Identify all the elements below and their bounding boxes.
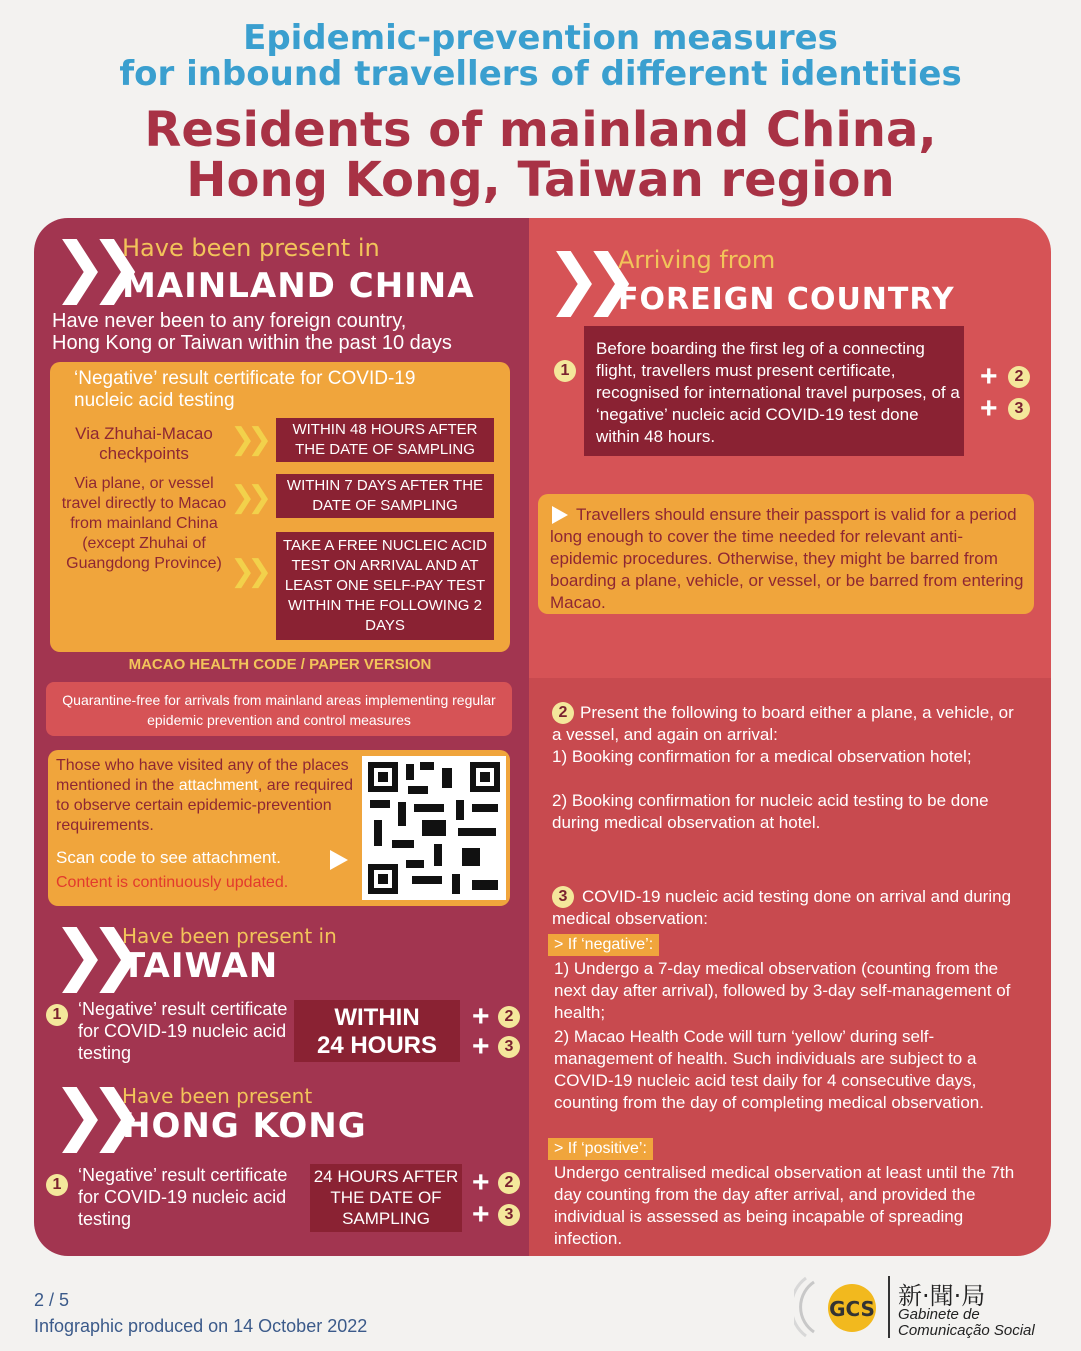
hongkong-cert: ‘Negative’ result certificate for COVID-19 nucleic acid testing xyxy=(78,1165,288,1229)
foreign-step1-text: Before boarding the first leg of a connecting flight, travellers must present certificate, recognised for international travel purposes, of a ‘negative’ nucleic acid COVID-19 test done within 48 hours. xyxy=(596,339,960,446)
positive-text: Undergo centralised medical observation at least until the 7th day counting from the day after arrival, and provided the individual is assessed as being incapable of spreading infection. xyxy=(554,1163,1015,1248)
hongkong-pre: Have been present xyxy=(122,1084,313,1108)
plus-icon: + xyxy=(980,360,998,393)
quarantine-free-text: Quarantine-free for arrivals from mainland areas implementing regular epidemic prevention and control measures xyxy=(62,692,496,728)
foreign-plus-step2: 2 xyxy=(1008,366,1030,388)
route1-label: Via Zhuhai-Macao checkpoints xyxy=(75,424,213,463)
chevron-double-icon: ❯❯ xyxy=(230,480,265,515)
foreign-step2-intro: Present the following to board either a plane, a vehicle, or a vessel, and again on arrival: xyxy=(552,703,1014,744)
taiwan-title: TAIWAN xyxy=(122,946,279,986)
taiwan-req-line1: WITHIN xyxy=(334,1004,420,1031)
foreign-pre: Arriving from xyxy=(618,246,776,274)
header-subtitle-line1: Residents of mainland China, xyxy=(144,102,937,158)
plus-icon: + xyxy=(980,392,998,425)
hongkong-step-number: 1 xyxy=(46,1174,68,1196)
chevron-double-icon: ❯❯ xyxy=(52,1076,127,1153)
plus-icon: + xyxy=(472,1000,490,1033)
header-subtitle-line2: Hong Kong, Taiwan region xyxy=(186,152,895,208)
mainland-cert-line2: nucleic acid testing xyxy=(74,390,235,411)
negative-tag: > If ‘negative’: xyxy=(548,934,659,956)
updated-text: Content is continuously updated. xyxy=(56,874,289,891)
attachment-text-post: , are required to observe certain epidemic-prevention requirements. xyxy=(56,777,354,834)
health-code-label: MACAO HEALTH CODE / PAPER VERSION xyxy=(128,656,432,673)
positive-tag: > If ‘positive’: xyxy=(548,1138,653,1160)
chevron-double-icon: ❯❯ xyxy=(52,228,127,305)
play-triangle-icon xyxy=(330,850,348,870)
plus-icon: + xyxy=(472,1198,490,1231)
foreign-step2-item2: 2) Booking confirmation for nucleic acid testing to be done during medical observation at hotel. xyxy=(552,791,989,832)
foreign-title: FOREIGN COUNTRY xyxy=(618,282,955,317)
route2-requirement: WITHIN 7 DAYS AFTER THE DATE OF SAMPLING xyxy=(276,474,494,518)
route3-requirement: TAKE A FREE NUCLEIC ACID TEST ON ARRIVAL AND AT LEAST ONE SELF-PAY TEST WITHIN THE FOLLOWING 2 DAYS xyxy=(276,532,494,640)
header-title-line2: for inbound travellers of different identities xyxy=(119,54,962,94)
attachment-text-pre: Those who have visited any of the places mentioned in the xyxy=(56,757,349,794)
chevron-double-icon: ❯❯ xyxy=(52,916,127,993)
gcs-logo-icon xyxy=(794,1272,886,1342)
negative-item2: 2) Macao Health Code will turn ‘yellow’ during self-management of health. Such individuals are subject to a COVID-19 nucleic acid test daily for 4 consecutive days, counting from the day of completing medical observation. xyxy=(554,1027,984,1112)
hongkong-requirement: 24 HOURS AFTER THE DATE OF SAMPLING xyxy=(310,1164,462,1232)
hongkong-plus-step2: 2 xyxy=(498,1172,520,1194)
route2-label: Via plane, or vessel travel directly to Macao from mainland China (except Zhuhai of Guangdong Province) xyxy=(61,475,227,572)
taiwan-plus-step3: 3 xyxy=(498,1036,520,1058)
mainland-title: MAINLAND CHINA xyxy=(122,266,475,306)
hongkong-title: HONG KONG xyxy=(122,1106,367,1146)
org-name-line2: Comunicação Social xyxy=(898,1322,1035,1339)
foreign-step3-intro: COVID-19 nucleic acid testing done on arrival and during medical observation: xyxy=(552,887,1012,928)
attachment-link[interactable]: attachment xyxy=(178,777,258,794)
foreign-plus-step3: 3 xyxy=(1008,398,1030,420)
qr-code-icon[interactable] xyxy=(362,756,506,900)
chevron-double-icon: ❯❯ xyxy=(230,554,265,589)
taiwan-pre: Have been present in xyxy=(122,924,337,948)
foreign-step1-number: 1 xyxy=(554,360,576,382)
mainland-desc-line1: Have never been to any foreign country, xyxy=(52,310,407,332)
header-title-line1: Epidemic-prevention measures xyxy=(243,18,838,58)
logo-divider xyxy=(888,1276,890,1338)
chevron-double-icon: ❯❯ xyxy=(230,422,265,457)
taiwan-req-line2: 24 HOURS xyxy=(316,1032,438,1059)
taiwan-cert: ‘Negative’ result certificate for COVID-19 nucleic acid testing xyxy=(78,999,288,1063)
plus-icon: + xyxy=(472,1030,490,1063)
org-chinese-name: 新·聞·局 xyxy=(898,1282,986,1310)
negative-item1: 1) Undergo a 7-day medical observation (counting from the next day after arrival), followed by 3-day self-management of health; xyxy=(554,959,1011,1022)
foreign-step2-item1: 1) Booking confirmation for a medical observation hotel; xyxy=(552,747,972,766)
gcs-logo-text: GCS xyxy=(829,1297,875,1321)
org-name-line1: Gabinete de xyxy=(898,1306,980,1323)
scan-code-text: Scan code to see attachment. xyxy=(56,848,281,867)
route1-requirement: WITHIN 48 HOURS AFTER THE DATE OF SAMPLING xyxy=(276,418,494,462)
passport-text: Travellers should ensure their passport is valid for a period long enough to cover the time needed for relevant anti-epidemic procedures. Otherwise, they might be barred from boarding a plane, vehicle, or vessel, or be barred from entering Macao. xyxy=(550,505,1024,612)
mainland-cert-line1: ‘Negative’ result certificate for COVID-19 xyxy=(74,368,416,389)
chevron-double-icon: ❯❯ xyxy=(546,240,621,317)
mainland-pre: Have been present in xyxy=(122,234,380,262)
produced-date: Infographic produced on 14 October 2022 xyxy=(34,1316,368,1336)
attachment-text xyxy=(56,756,356,836)
hongkong-plus-step3: 3 xyxy=(498,1204,520,1226)
mainland-desc-line2: Hong Kong or Taiwan within the past 10 days xyxy=(52,332,452,354)
foreign-step2-number: 2 xyxy=(552,702,574,724)
taiwan-step-number: 1 xyxy=(46,1004,68,1026)
page-number: 2 / 5 xyxy=(34,1290,70,1310)
plus-icon: + xyxy=(472,1166,490,1199)
foreign-step3-number: 3 xyxy=(552,886,574,908)
taiwan-plus-step2: 2 xyxy=(498,1006,520,1028)
